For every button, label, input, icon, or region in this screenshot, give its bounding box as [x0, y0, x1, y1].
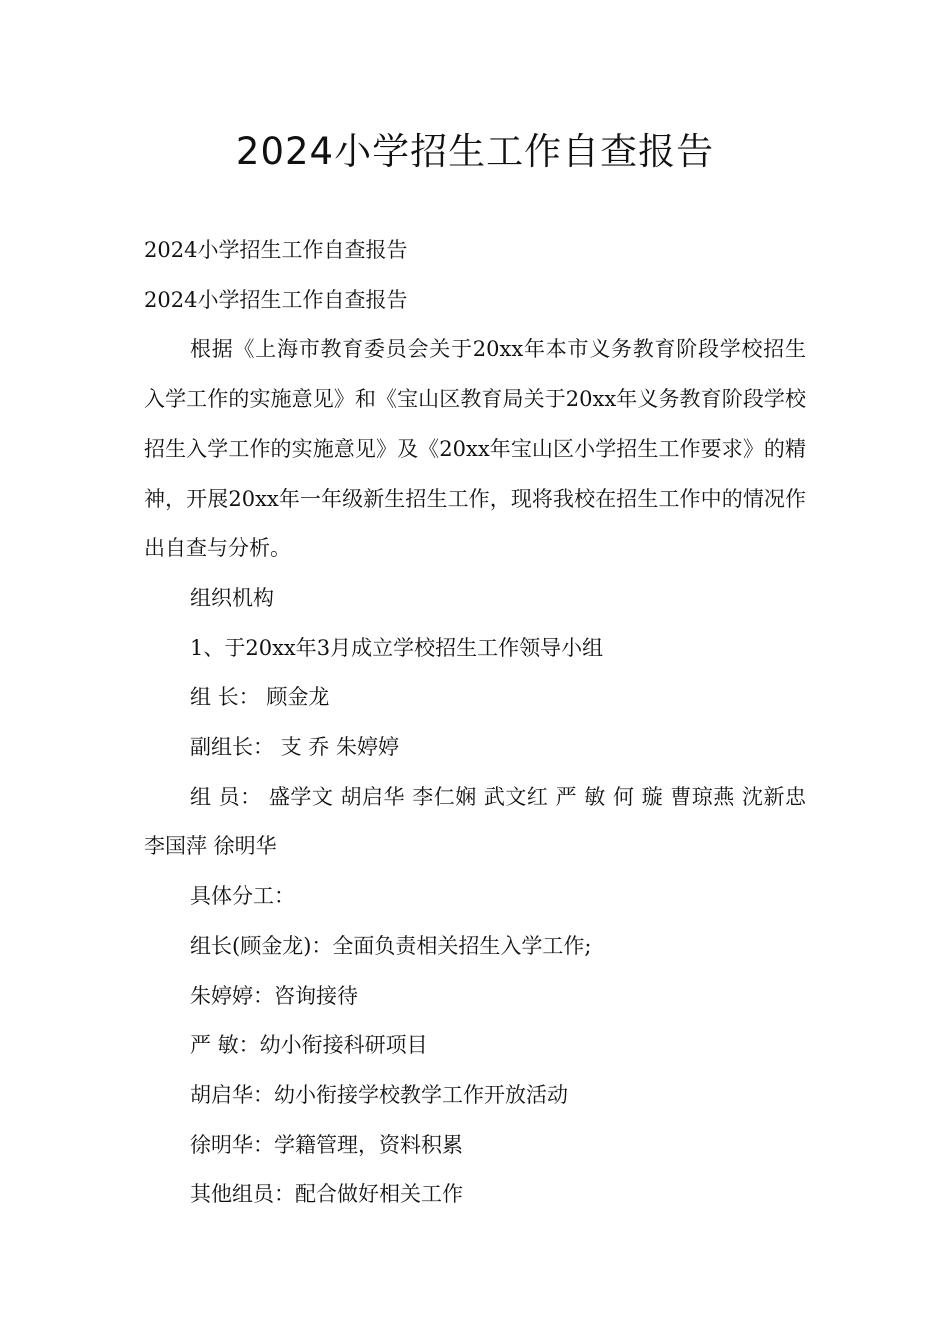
paragraph-members: 组 员： 盛学文 胡启华 李仁娴 武文红 严 敏 何 璇 曹琼燕 沈新忠 李国萍 徐明华 [144, 784, 806, 859]
paragraph-subtitle-1: 2024小学招生工作自查报告 [144, 238, 408, 262]
paragraph-duty-yan: 严 敏：幼小衔接科研项目 [190, 1033, 428, 1058]
paragraph-duty-leader: 组长(顾金龙)：全面负责相关招生入学工作; [190, 933, 592, 958]
document-title: 2024小学招生工作自查报告 [235, 130, 715, 173]
paragraph-item-1: 1、于20xx年3月成立学校招生工作领导小组 [190, 635, 604, 660]
paragraph-duty-zhu: 朱婷婷：咨询接待 [190, 983, 358, 1008]
paragraph-section-heading: 组织机构 [190, 585, 274, 610]
paragraph-duty-hu: 胡启华：幼小衔接学校教学工作开放活动 [190, 1082, 568, 1107]
paragraph-deputy-leader: 副组长： 支 乔 朱婷婷 [190, 735, 400, 760]
paragraph-leader: 组 长： 顾金龙 [190, 685, 330, 710]
document-body [144, 226, 806, 1220]
paragraph-division-heading: 具体分工： [190, 884, 295, 909]
paragraph-duty-xu: 徐明华：学籍管理，资料积累 [190, 1132, 463, 1157]
paragraph-subtitle-2: 2024小学招生工作自查报告 [144, 287, 408, 312]
paragraph-intro: 根据《上海市教育委员会关于20xx年本市义务教育阶段学校招生入学工作的实施意见》和《宝山区教育局关于20xx年义务教育阶段学校招生入学工作的实施意见》及《20xx年宝山区小学招生工作要求》的精神，开展20xx年一年级新生招生工作，现将我校在招生工作中的情况作出自查与分析。 [144, 337, 806, 561]
paragraph-duty-others: 其他组员：配合做好相关工作 [190, 1182, 463, 1207]
